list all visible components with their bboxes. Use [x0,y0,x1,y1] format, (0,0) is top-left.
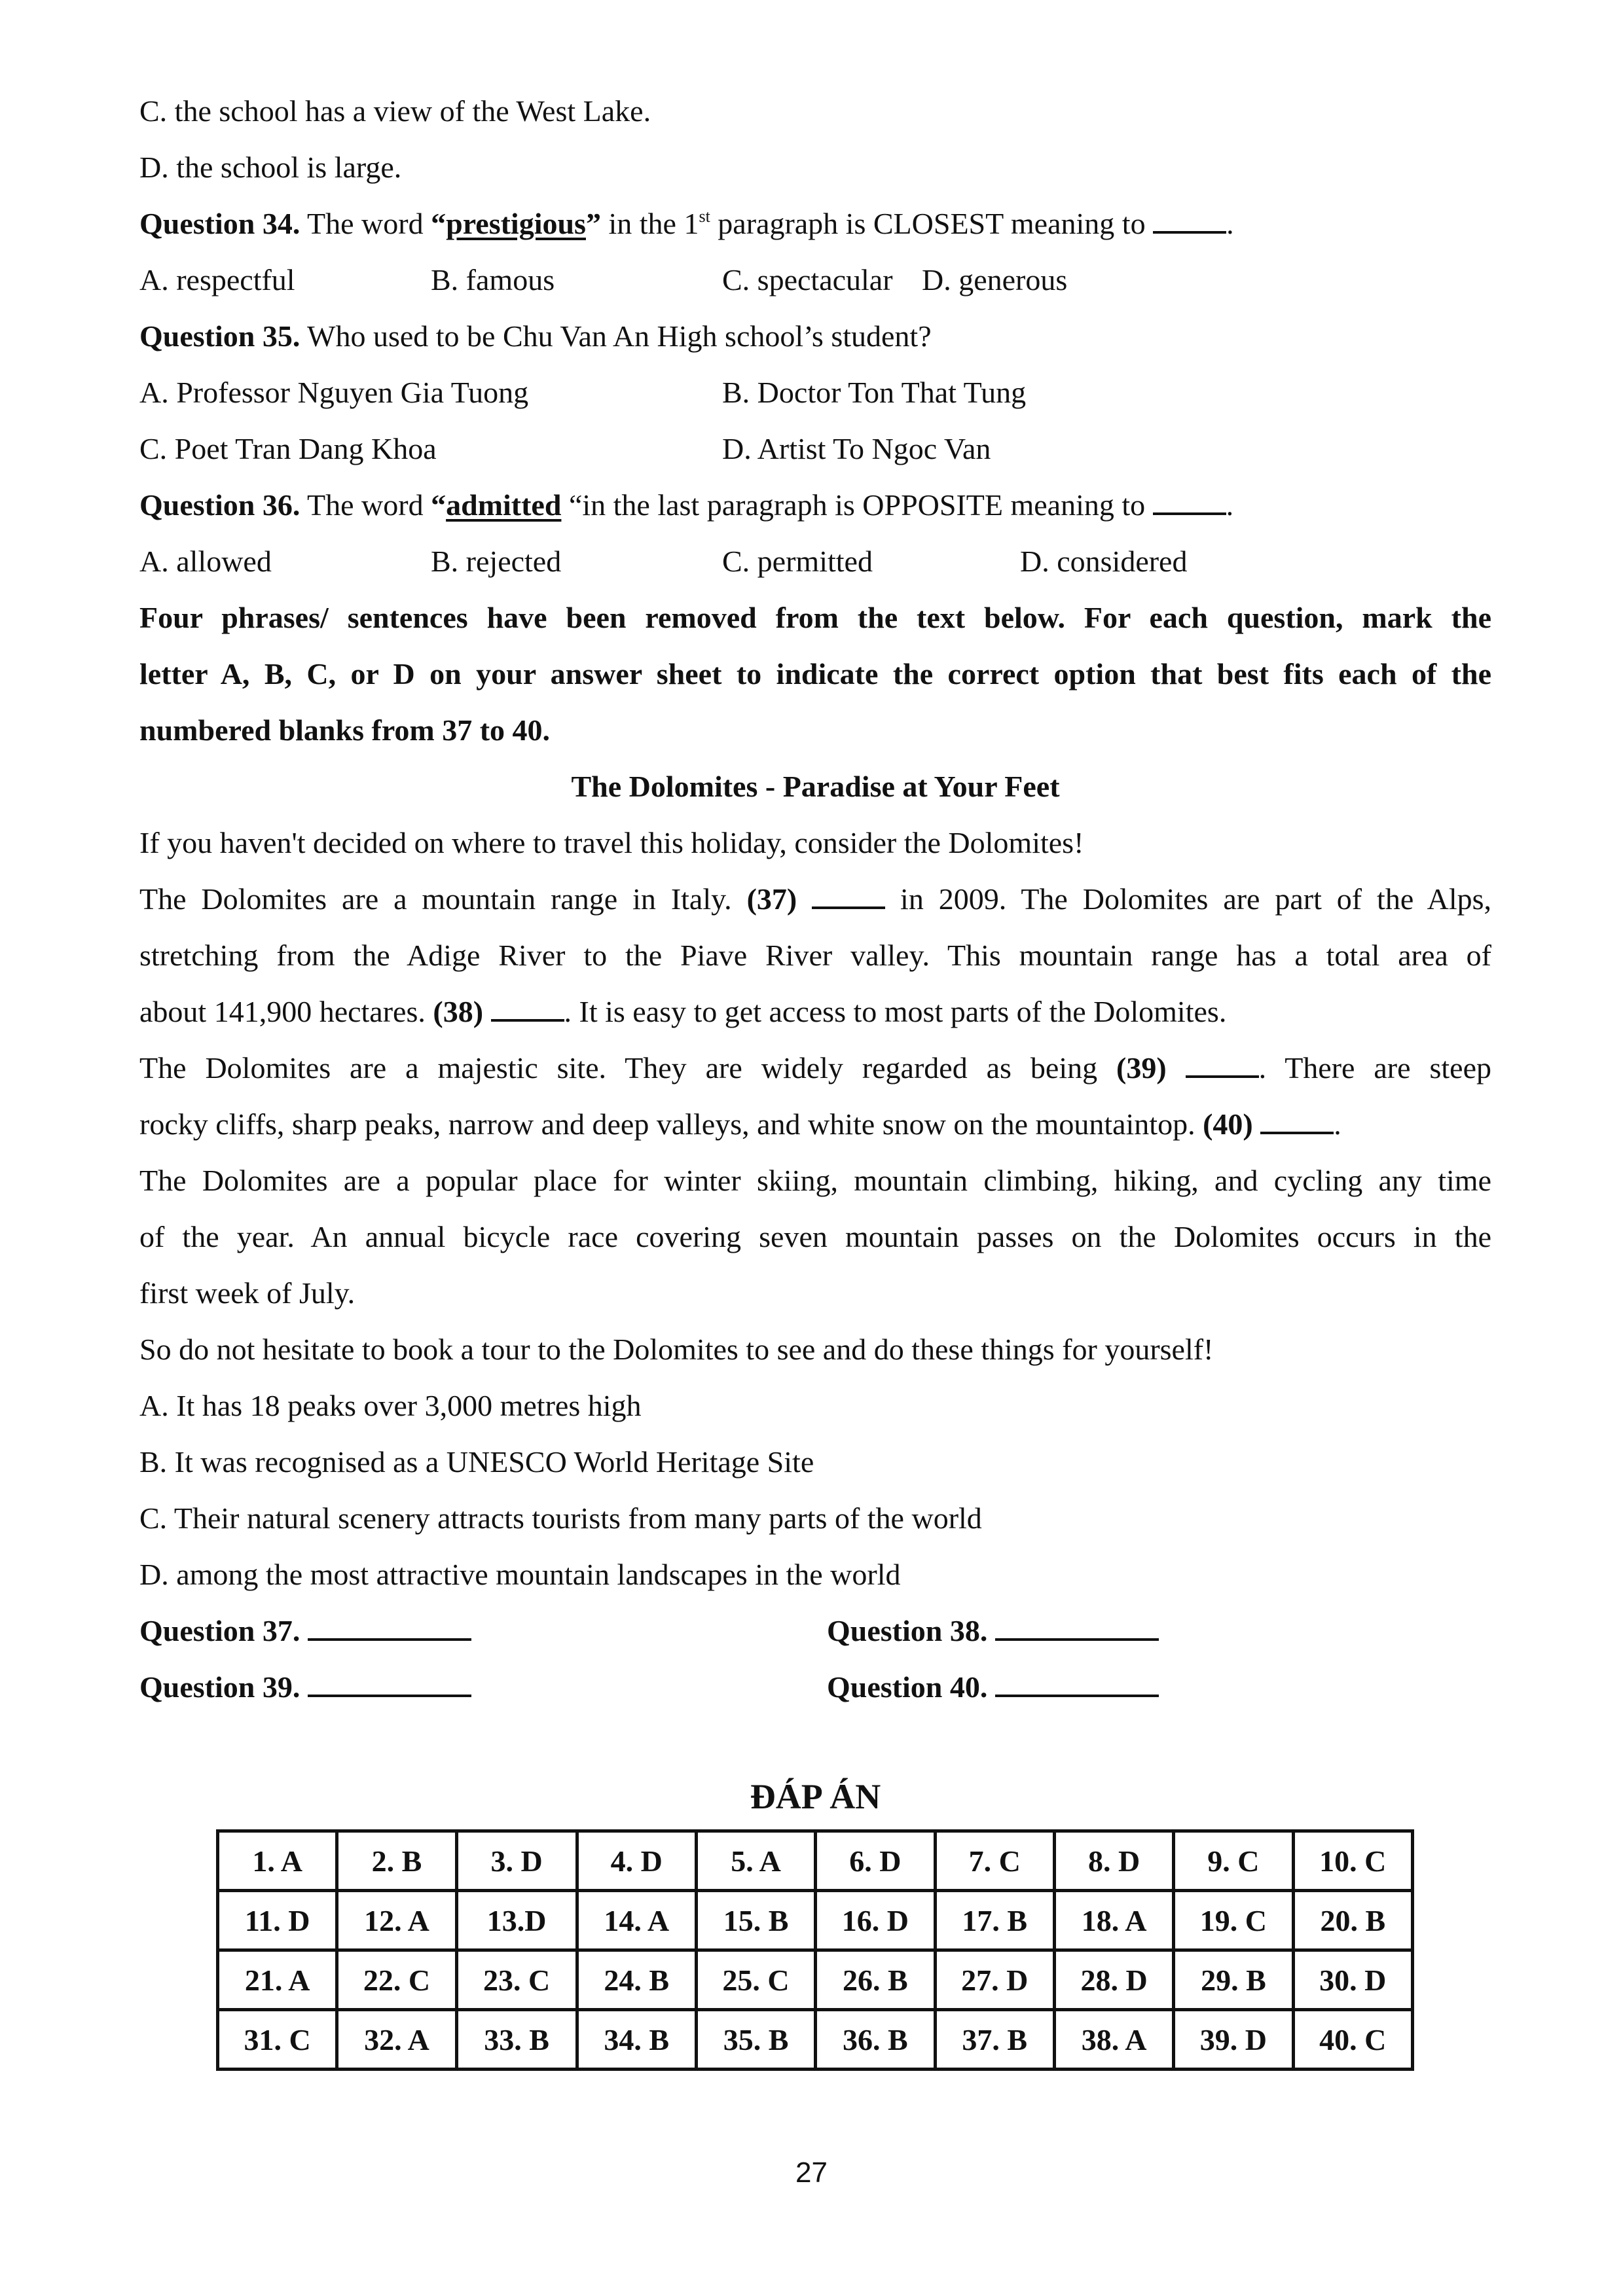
passage-line: first week of July. [139,1276,356,1310]
answer-key-cell: 6. D [816,1831,935,1891]
answer-key-cell: 13.D [456,1891,577,1950]
answer-key-cell: 8. D [1054,1831,1173,1891]
passage-title: The Dolomites - Paradise at Your Feet [571,770,1060,803]
passage-line: stretching from the Adige River to the Piave River valley. This mountain range has a total area of [139,939,1491,972]
answer-key-cell: 39. D [1174,2010,1293,2070]
answer-key-cell: 27. D [935,1950,1054,2010]
answer-key-cell: 17. B [935,1891,1054,1950]
answer-label: Question 38. [827,1614,988,1647]
gap-option-a: A. It has 18 peaks over 3,000 metres high [139,1389,642,1422]
text: about 141,900 hectares. [139,995,433,1028]
answer-key-cell: 29. B [1174,1950,1293,2010]
keyword: admitted [446,488,562,522]
answer-key-cell: 7. C [935,1831,1054,1891]
answer-key-cell: 19. C [1174,1891,1293,1950]
answer-key-cell: 32. A [337,2010,456,2070]
question-text: The word [300,488,431,522]
answer-key-cell: 34. B [577,2010,696,2070]
text: . There are steep [1258,1051,1491,1085]
option-d: D. Artist To Ngoc Van [722,432,991,465]
option-c: C. permitted [722,545,873,578]
answer-key-cell: 24. B [577,1950,696,2010]
question-text: in the 1 [600,207,699,240]
answer-key-row [218,1831,1413,1891]
question-label: Question 36. [139,488,301,522]
passage-line: of the year. An annual bicycle race covering seven mountain passes on the Dolomites occurs in the [139,1220,1491,1253]
option-b: B. Doctor Ton That Tung [722,376,1027,409]
option-c: C. spectacular [722,263,893,296]
answer-label: Question 37. [139,1614,301,1647]
answer-key-cell: 16. D [816,1891,935,1950]
answer-key-cell: 22. C [337,1950,456,2010]
gap-option-c: C. Their natural scenery attracts tourists from many parts of the world [139,1501,982,1535]
passage-line: So do not hesitate to book a tour to the Dolomites to see and do these things for yourself! [139,1333,1214,1366]
instruction-line-3: numbered blanks from 37 to 40. [139,713,551,747]
blank-number-39: (39) [1116,1051,1167,1085]
option-b: B. rejected [431,545,562,578]
answer-line-40 [827,1668,1159,1707]
question-label: Question 34. [139,207,301,240]
question-text: Who used to be Chu Van An High school’s student? [300,319,932,353]
option-c: C. Poet Tran Dang Khoa [139,432,437,465]
passage-line [139,992,1226,1031]
answer-blank [1153,507,1226,515]
answer-blank [1153,226,1226,234]
answer-key-cell: 15. B [696,1891,815,1950]
answer-key-cell: 3. D [456,1831,577,1891]
answer-key-cell: 28. D [1054,1950,1173,2010]
answer-input-38[interactable] [995,1633,1159,1641]
gap-option-d: D. among the most attractive mountain landscapes in the world [139,1558,901,1591]
question-34 [139,204,1234,243]
option-a: A. allowed [139,545,272,578]
period: . [1226,207,1234,240]
answer-key-cell: 14. A [577,1891,696,1950]
text: rocky cliffs, sharp peaks, narrow and deep valleys, and white snow on the mountaintop. [139,1107,1203,1141]
gap-38 [491,1014,564,1022]
text: The Dolomites are a majestic site. They are widely regarded as being [139,1051,1117,1085]
answer-key-cell: 21. A [218,1950,337,2010]
question-36 [139,486,1233,525]
answer-key-cell: 11. D [218,1891,337,1950]
answer-key-cell: 37. B [935,2010,1054,2070]
answer-line-37 [139,1611,471,1651]
passage-line [139,1049,1491,1088]
answer-key-cell: 23. C [456,1950,577,2010]
answer-key-cell: 35. B [696,2010,815,2070]
text: . [1334,1107,1341,1141]
gap-37 [812,901,885,909]
q33-option-c: C. the school has a view of the West Lake. [139,94,651,128]
answer-label: Question 39. [139,1670,301,1704]
passage-line: If you haven't decided on where to travel this holiday, consider the Dolomites! [139,826,1084,859]
answer-key-cell: 40. C [1293,2010,1412,2070]
question-text: “in the last paragraph is OPPOSITE meaning to [561,488,1153,522]
answer-key-cell: 26. B [816,1950,935,2010]
text: The Dolomites are a mountain range in Italy. [139,882,747,916]
page-number: 27 [795,2157,828,2189]
answer-key-table [216,1829,1414,2071]
answer-key-title: ĐÁP ÁN [750,1777,881,1816]
question-35 [139,317,932,356]
answer-line-38 [827,1611,1159,1651]
answer-key-row [218,1891,1413,1950]
keyword: prestigious [446,207,586,240]
gap-option-b: B. It was recognised as a UNESCO World Heritage Site [139,1445,814,1479]
blank-number-40: (40) [1203,1107,1253,1141]
answer-key-cell: 31. C [218,2010,337,2070]
answer-input-40[interactable] [995,1689,1159,1697]
answer-key-row [218,2010,1413,2070]
question-text: The word [300,207,431,240]
passage-line: The Dolomites are a popular place for winter skiing, mountain climbing, hiking, and cycling any time [139,1164,1491,1197]
question-label: Question 35. [139,319,301,353]
answer-key-row [218,1950,1413,2010]
text: in 2009. The Dolomites are part of the Alps, [885,882,1492,916]
answer-line-39 [139,1668,471,1707]
answer-key-cell: 12. A [337,1891,456,1950]
option-a: A. Professor Nguyen Gia Tuong [139,376,529,409]
instruction-line-2: letter A, B, C, or D on your answer sheet to indicate the correct option that best fits each of the [139,657,1491,691]
answer-label: Question 40. [827,1670,988,1704]
answer-key-cell: 33. B [456,2010,577,2070]
answer-key-cell: 5. A [696,1831,815,1891]
quote: ” [585,207,601,240]
period: . [1226,488,1234,522]
answer-key-cell: 18. A [1054,1891,1173,1950]
q33-option-d: D. the school is large. [139,151,402,184]
option-a: A. respectful [139,263,295,296]
passage-line [139,1105,1341,1144]
instruction-line-1: Four phrases/ sentences have been removed from the text below. For each question, mark the [139,601,1491,634]
answer-key-cell: 4. D [577,1831,696,1891]
ordinal-suffix: st [699,207,710,226]
answer-key-cell: 38. A [1054,2010,1173,2070]
passage-line [139,880,1491,919]
question-text: paragraph is CLOSEST meaning to [710,207,1154,240]
gap-39 [1186,1070,1259,1078]
answer-key-cell: 10. C [1293,1831,1412,1891]
answer-key-cell: 1. A [218,1831,337,1891]
gap-40 [1260,1126,1334,1134]
option-b: B. famous [431,263,555,296]
quote: “ [431,488,447,522]
answer-input-37[interactable] [308,1633,471,1641]
blank-number-38: (38) [433,995,484,1028]
answer-key-cell: 36. B [816,2010,935,2070]
option-d: D. generous [922,263,1068,296]
answer-key-cell: 20. B [1293,1891,1412,1950]
blank-number-37: (37) [746,882,797,916]
answer-key-cell: 30. D [1293,1950,1412,2010]
answer-key-cell: 2. B [337,1831,456,1891]
option-d: D. considered [1020,545,1188,578]
answer-key-cell: 9. C [1174,1831,1293,1891]
quote: “ [431,207,447,240]
text: . It is easy to get access to most parts of the Dolomites. [564,995,1227,1028]
answer-input-39[interactable] [308,1689,471,1697]
answer-key-cell: 25. C [696,1950,815,2010]
